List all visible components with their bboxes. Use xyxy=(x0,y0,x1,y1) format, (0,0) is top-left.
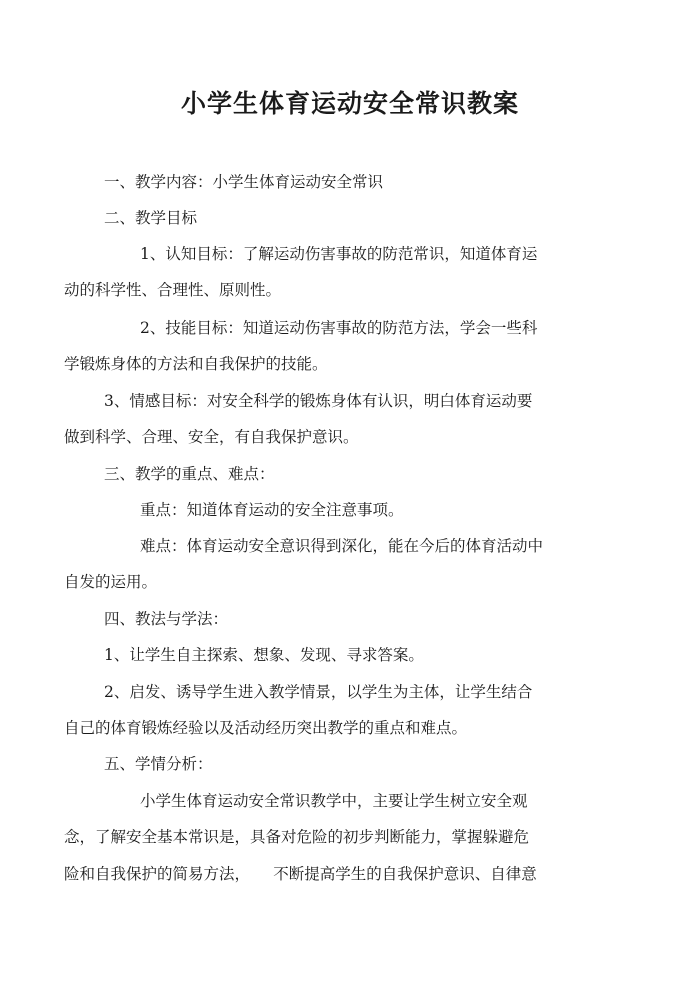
section-heading-objectives: 二、教学目标 xyxy=(104,209,198,227)
paragraph-line: 2、技能目标：知道运动伤害事故的防范方法，学会一些科 xyxy=(140,319,538,337)
paragraph-line: 难点：体育运动安全意识得到深化，能在今后的体育活动中 xyxy=(140,537,544,555)
paragraph-line: 动的科学性、合理性、原则性。 xyxy=(64,281,282,299)
paragraph-line: 念，了解安全基本常识是，具备对危险的初步判断能力，掌握躲避危 xyxy=(64,828,530,846)
section-heading-content: 一、教学内容：小学生体育运动安全常识 xyxy=(104,173,384,191)
document-title: 小学生体育运动安全常识教案 xyxy=(180,89,519,118)
paragraph-line: 小学生体育运动安全常识教学中，主要让学生树立安全观 xyxy=(140,792,528,810)
paragraph-line: 做到科学、合理、安全，有自我保护意识。 xyxy=(64,428,359,446)
paragraph-line: 3、情感目标：对安全科学的锻炼身体有认识，明白体育运动要 xyxy=(104,392,533,410)
paragraph-line: 重点：知道体育运动的安全注意事项。 xyxy=(140,501,404,519)
section-heading-analysis: 五、学情分析： xyxy=(104,755,213,773)
paragraph-line: 2、启发、诱导学生进入教学情景，以学生为主体，让学生结合 xyxy=(104,683,533,701)
paragraph-line: 自发的运用。 xyxy=(64,573,158,591)
paragraph-line: 1、让学生自主探索、想象、发现、寻求答案。 xyxy=(104,646,424,664)
paragraph-line: 险和自我保护的简易方法， 不断提高学生的自我保护意识、自律意 xyxy=(64,865,537,883)
paragraph-line: 学锻炼身体的方法和自我保护的技能。 xyxy=(64,355,328,373)
section-heading-key-points: 三、教学的重点、难点： xyxy=(104,465,275,483)
paragraph-line: 自己的体育锻炼经验以及活动经历突出教学的重点和难点。 xyxy=(64,719,468,737)
paragraph-line: 1、认知目标：了解运动伤害事故的防范常识，知道体育运 xyxy=(140,245,538,263)
section-heading-methods: 四、教法与学法： xyxy=(104,610,229,628)
